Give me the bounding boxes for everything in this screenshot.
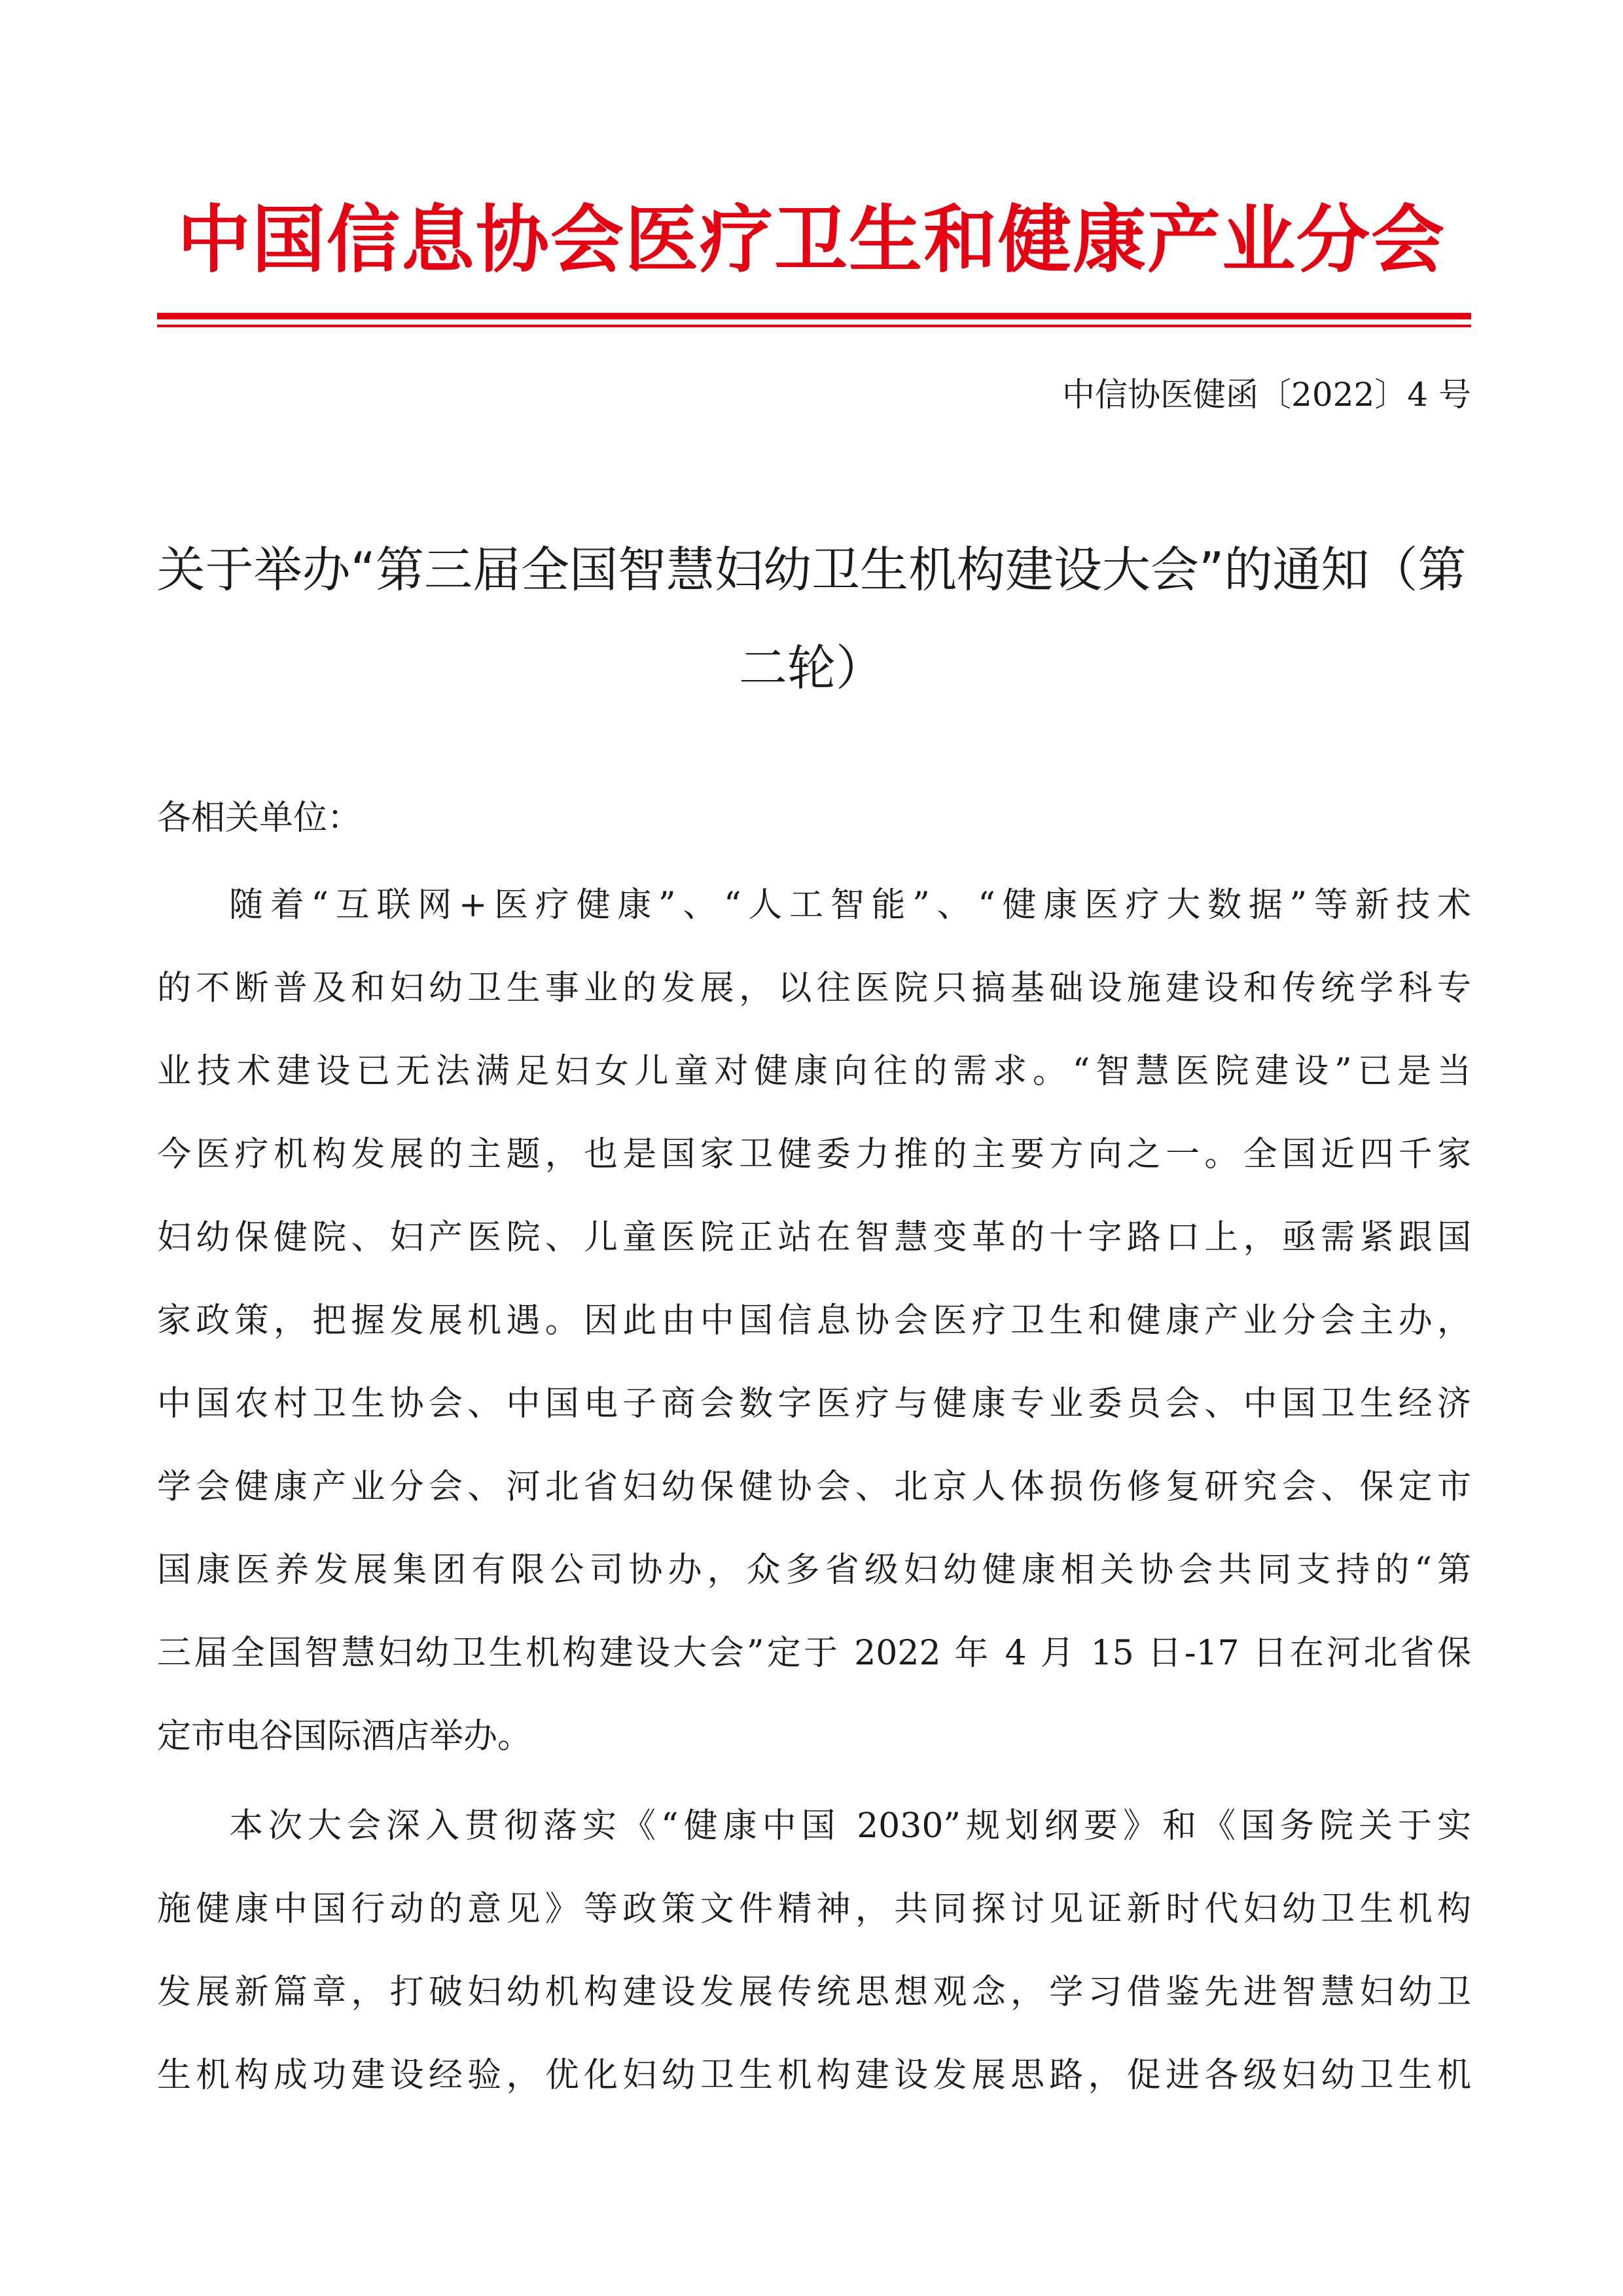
document-title — [152, 521, 1471, 717]
paragraph-line: 的不断普及和妇幼卫生事业的发展，以往医院只搞基础设施建设和传统学科专 — [157, 969, 1471, 1008]
header-rule-thick — [157, 313, 1471, 319]
paragraph-line: 今医疗机构发展的主题，也是国家卫健委力推的主要方向之一。全国近四千家 — [157, 1135, 1471, 1174]
title-line: 关于举办“第三届全国智慧妇幼卫生机构建设大会”的通知（第 — [156, 542, 1467, 598]
paragraph-line: 学会健康产业分会、河北省妇幼保健协会、北京人体损伤修复研究会、保定市 — [157, 1467, 1471, 1507]
paragraph-line: 发展新篇章，打破妇幼机构建设发展传统思想观念，学习借鉴先进智慧妇幼卫 — [157, 1973, 1471, 2012]
document-number: 中信协医健函〔2022〕4 号 — [1062, 376, 1471, 414]
organization-header: 中国信息协会医疗卫生和健康产业分会 — [177, 197, 1446, 283]
header-rule-thin — [157, 325, 1471, 327]
paragraph-line: 生机构成功建设经验，优化妇幼卫生机构建设发展思路，促进各级妇幼卫生机 — [157, 2056, 1471, 2095]
title-line: 二轮） — [739, 640, 884, 696]
paragraph-line: 定市电谷国际酒店举办。 — [157, 1717, 532, 1756]
paragraph-line: 施健康中国行动的意见》等政策文件精神，共同探讨见证新时代妇幼卫生机构 — [157, 1890, 1471, 1929]
body-paragraph-2 — [157, 1785, 1471, 2117]
paragraph-line: 随着“互联网+医疗健康”、“人工智能”、“健康医疗大数据”等新技术 — [229, 886, 1471, 925]
salutation: 各相关单位： — [157, 798, 362, 838]
body-paragraph-1 — [157, 864, 1471, 1778]
paragraph-line: 三届全国智慧妇幼卫生机构建设大会”定于 2022 年 4 月 15 日-17 日在河北省保 — [157, 1634, 1471, 1673]
paragraph-line: 业技术建设已无法满足妇女儿童对健康向往的需求。“智慧医院建设”已是当 — [157, 1052, 1471, 1091]
paragraph-line: 中国农村卫生协会、中国电子商会数字医疗与健康专业委员会、中国卫生经济 — [157, 1384, 1471, 1424]
paragraph-line: 家政策，把握发展机遇。因此由中国信息协会医疗卫生和健康产业分会主办， — [157, 1301, 1471, 1340]
paragraph-line: 妇幼保健院、妇产医院、儿童医院正站在智慧变革的十字路口上，亟需紧跟国 — [157, 1218, 1471, 1257]
paragraph-line: 本次大会深入贯彻落实《“健康中国 2030”规划纲要》和《国务院关于实 — [229, 1806, 1471, 1846]
paragraph-line: 国康医养发展集团有限公司协办，众多省级妇幼健康相关协会共同支持的“第 — [157, 1551, 1471, 1590]
